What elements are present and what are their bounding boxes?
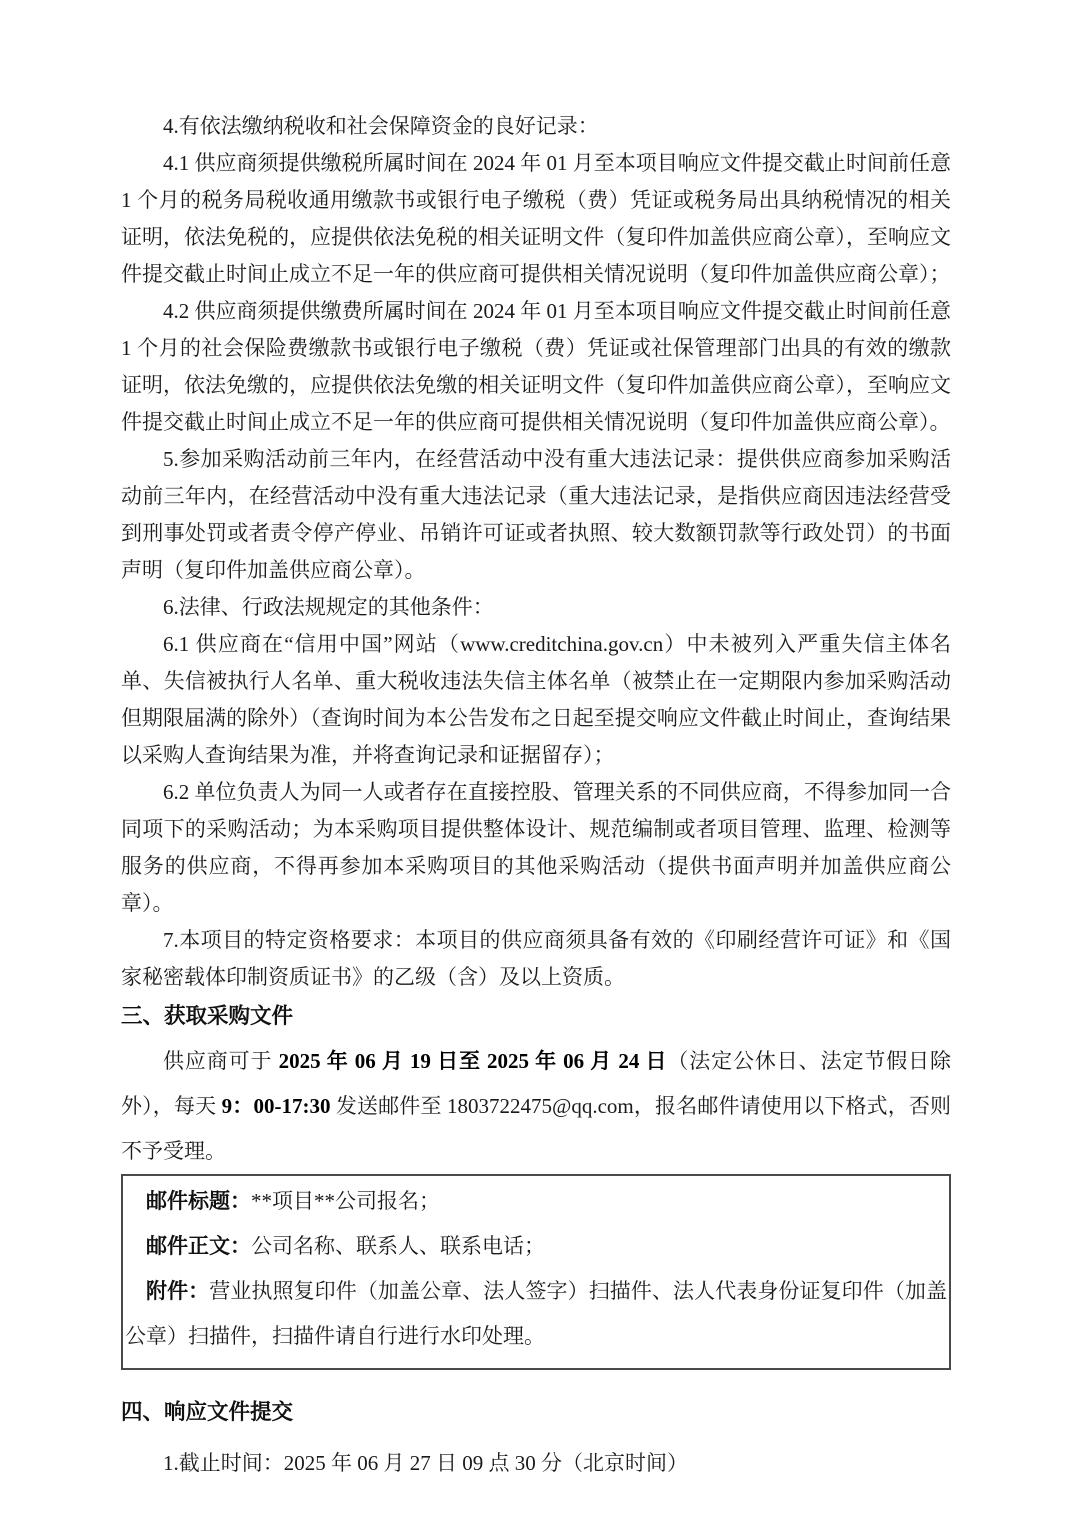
email-attachment-value: 营业执照复印件（加盖公章、法人签字）扫描件、法人代表身份证复印件（加盖公章）扫描件，扫描件请自行进行水印处理。: [125, 1279, 948, 1348]
document-collection-dates: 2025 年 06 月 19 日至 2025 年 06 月 24 日: [278, 1049, 668, 1073]
clause-4-1: 4.1 供应商须提供缴税所属时间在 2024 年 01 月至本项目响应文件提交截止时间前任意 1 个月的税务局税收通用缴款书或银行电子缴税（费）凭证或税务局出具纳税情况的相关证明，依法免税的，应提供依法免税的相关证明文件（复印件加盖供应商公章），至响应文件提交截止时间止成立不足一年的供应商可提供相关情况说明（复印件加盖供应商公章）；: [121, 151, 951, 286]
clause-5: 5.参加采购活动前三年内，在经营活动中没有重大违法记录：提供供应商参加采购活动前三年内，在经营活动中没有重大违法记录（重大违法记录，是指供应商因违法经营受到刑事处罚或者责令停产停业、吊销许可证或者执照、较大数额罚款等行政处罚）的书面声明（复印件加盖供应商公章）。: [121, 447, 951, 582]
clause-6-1: 6.1 供应商在“信用中国”网站（www.creditchina.gov.cn）中未被列入严重失信主体名单、失信被执行人名单、重大税收违法失信主体名单（被禁止在一定期限内参加采购活动但期限届满的除外）（查询时间为本公告发布之日起至提交响应文件截止时间止，查询结果以采购人查询结果为准，并将查询记录和证据留存）；: [121, 632, 951, 767]
clause-7: 7.本项目的特定资格要求：本项目的供应商须具备有效的《印刷经营许可证》和《国家秘密载体印制资质证书》的乙级（含）及以上资质。: [121, 928, 951, 989]
email-subject-label: 邮件标题：: [146, 1190, 251, 1213]
clause-6-2: 6.2 单位负责人为同一人或者存在直接控股、管理关系的不同供应商，不得参加同一合同项下的采购活动；为本采购项目提供整体设计、规范编制或者项目管理、监理、检测等服务的供应商，不得再参加本采购项目的其他采购活动（提供书面声明并加盖供应商公章）。: [121, 780, 951, 915]
submission-deadline: 1.截止时间：2025 年 06 月 27 日 09 点 30 分（北京时间）: [163, 1451, 688, 1475]
document-body: [121, 108, 951, 1482]
daily-hours: 9：00-17:30: [221, 1094, 331, 1118]
intro-run-5-email-instructions: 发送邮件至 1803722475@qq.com，报名邮件请使用以下格式，否则不予受理。: [121, 1094, 951, 1163]
section4-heading: 四、响应文件提交: [121, 1400, 294, 1424]
email-attachment-label: 附件：: [146, 1280, 210, 1303]
section3-intro-paragraph: [121, 1039, 951, 1174]
clause-4: 4.有依法缴纳税收和社会保障资金的良好记录：: [163, 114, 599, 138]
section3-heading: 三、获取采购文件: [121, 1004, 294, 1028]
email-body-line: [125, 1224, 947, 1269]
intro-run-3: （法定公休日、法定节假日除外），每天: [121, 1049, 952, 1118]
email-body-label: 邮件正文：: [146, 1235, 251, 1258]
email-attachment-line: [125, 1269, 947, 1359]
email-subject-value: **项目**公司报名；: [251, 1189, 440, 1213]
email-subject-line: [125, 1179, 947, 1224]
email-format-box: [121, 1174, 951, 1370]
intro-run-1: 供应商可于: [163, 1049, 279, 1073]
clause-6: 6.法律、行政法规规定的其他条件：: [163, 595, 494, 619]
email-body-value: 公司名称、联系人、联系电话；: [251, 1234, 545, 1258]
clause-4-2: 4.2 供应商须提供缴费所属时间在 2024 年 01 月至本项目响应文件提交截止时间前任意 1 个月的社会保险费缴款书或银行电子缴税（费）凭证或社保管理部门出具的有效的缴款证明，依法免缴的，应提供依法免缴的相关证明文件（复印件加盖供应商公章），至响应文件提交截止时间止成立不足一年的供应商可提供相关情况说明（复印件加盖供应商公章）。: [121, 299, 951, 434]
